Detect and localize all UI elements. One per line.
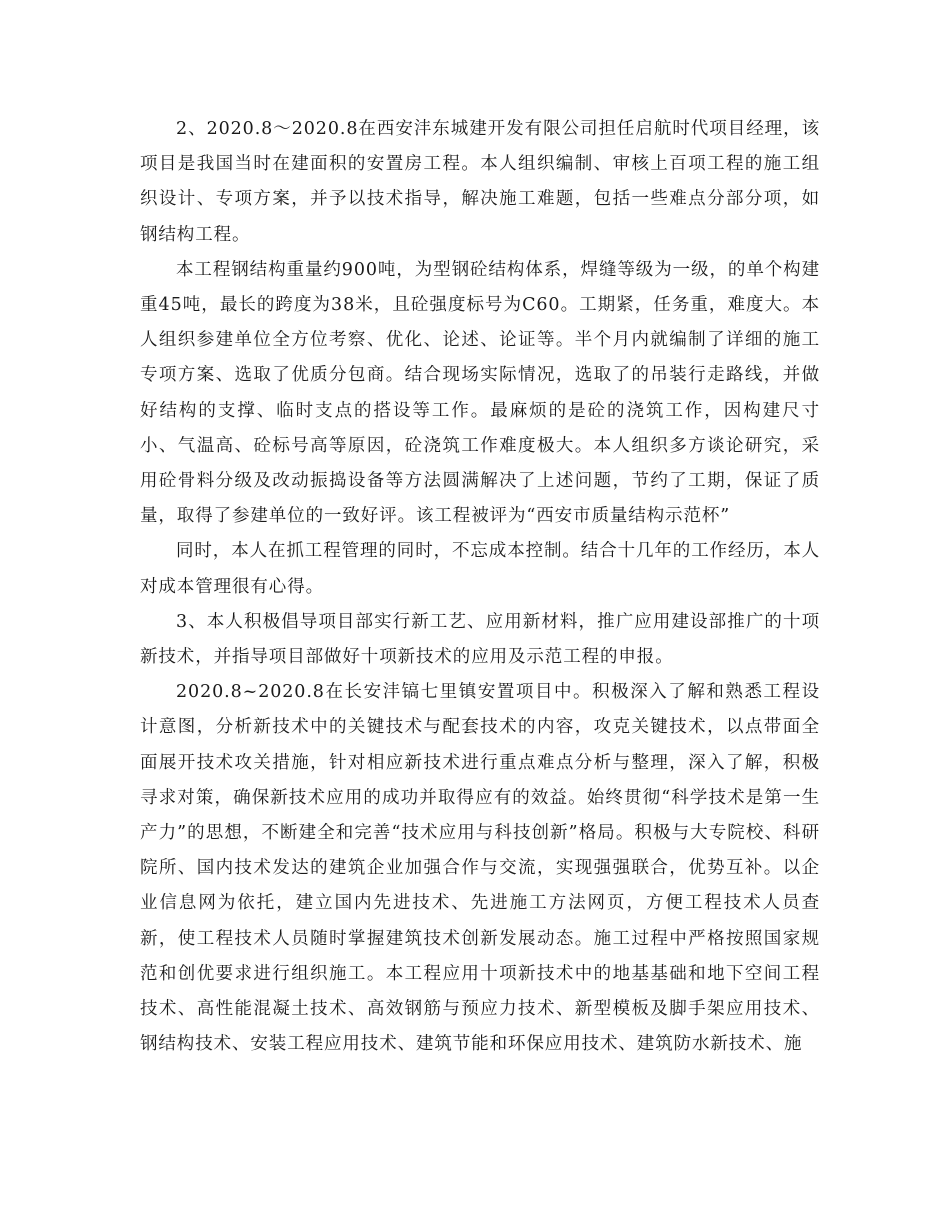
paragraph-qilizhen-project: 2020.8~2020.8在长安沣镐七里镇安置项目中。积极深入了解和熟悉工程设计意图，分析新技术中的关键技术与配套技术的内容，攻克关键技术，以点带面全面展开技术攻关措施，针对相应新技术进行重点难点分析与整理，深入了解，积极寻求对策，确保新技术应用的成功并取得应有的效益。始终贯彻“科学技术是第一生产力”的思想，不断建全和完善“技术应用与科技创新”格局。积极与大专院校、科研院所、国内技术发达的建筑企业加强合作与交流，实现强强联合，优势互补。以企业信息网为依托，建立国内先进技术、先进施工方法网页，方便工程技术人员查新，使工程技术人员随时掌握建筑技术创新发展动态。施工过程中严格按照国家规范和创优要求进行组织施工。本工程应用十项新技术中的地基基础和地下空间工程技术、高性能混凝土技术、高效钢筋与预应力技术、新型模板及脚手架应用技术、钢结构技术、安装工程应用技术、建筑节能和环保应用技术、建筑防水新技术、施 [140,682,820,1055]
paragraph-cost-control: 同时，本人在抓工程管理的同时，不忘成本控制。结合十几年的工作经历，本人对成本管理很有心得。 [140,541,820,597]
document-body [140,112,820,1062]
paragraph-steel-structure-details: 本工程钢结构重量约900吨，为型钢砼结构体系，焊缝等级为一级，的单个构建重45吨，最长的跨度为38米，且砼强度标号为C60。工期紧，任务重，难度大。本人组织参建单位全方位考察、优化、论述、论证等。半个月内就编制了详细的施工专项方案、选取了优质分包商。结合现场实际情况，选取了的吊装行走路线，并做好结构的支撑、临时支点的搭设等工作。最麻烦的是砼的浇筑工作，因构建尺寸小、气温高、砼标号高等原因，砼浇筑工作难度极大。本人组织多方谈论研究，采用砼骨料分级及改动振捣设备等方法圆满解决了上述问题，节约了工期，保证了质量，取得了参建单位的一致好评。该工程被评为“西安市质量结构示范杯” [140,259,820,527]
paragraph-project-manager-experience: 2、2020.8～2020.8在西安沣东城建开发有限公司担任启航时代项目经理，该项目是我国当时在建面积的安置房工程。本人组织编制、审核上百项工程的施工组织设计、专项方案，并予以技术指导，解决施工难题，包括一些难点分部分项，如钢结构工程。 [140,119,820,245]
paragraph-new-technology-promotion: 3、本人积极倡导项目部实行新工艺、应用新材料，推广应用建设部推广的十项新技术，并指导项目部做好十项新技术的应用及示范工程的申报。 [140,611,820,668]
